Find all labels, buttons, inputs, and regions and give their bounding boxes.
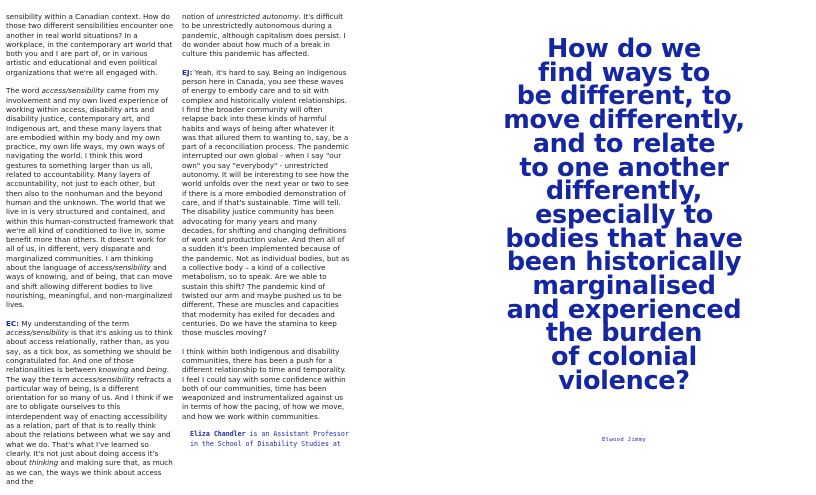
speaker-label: EJ: [182, 67, 193, 77]
quote-credit: Elwood Jimmy [601, 437, 646, 443]
pull-quote: How do we find ways to be different, to move differently, and to relate to one another differently, especially to bodies that have been historically marginalised and experienced the burden of colonial violence? [503, 34, 745, 396]
paragraph: I think within both Indigenous and disability communities, there has been a push for a different relationship to time and temporality. I feel I could say with some confidence within both of our communities, time has been weaponized and instrumentalized against us in terms of how the pacing, of how we move, and how we work within communities. [182, 346, 347, 421]
paragraph: EC: My understanding of the term access/sensibility is that it's asking us to think about access relationally, rather than, as you say, as a tick box, as something we should be congratulated for. And one of those relationalities is between knowing and being. The way the term access/sensibility refracts a particular way of being, is a different orientation for so many of us. And I think if we are to obligate ourselves to this interdependent way of enacting accessibility as a relation, part of that is to really think about the relations between what we say and what we do. That's what I've learned so clearly. It's not just about doing access it's about thinking and making sure that, as much as we can, the ways we think about access and the [6, 318, 173, 486]
right-text-column [182, 12, 350, 449]
paragraph: notion of unrestricted autonomy. It's difficult to be unrestrictedly autonomous during a pandemic, although capitalism does persist. I do wonder about how much of a break in culture this pandemic has affected. [182, 12, 346, 59]
paragraph: The word access/sensibility came from my involvement and my own lived experience of working within access, disability arts and disability justice, contemporary art, and Indigenous art, and these many layers that are embodied within my body and my own practice, my own life ways, my own ways of navigating the world. I think this word gestures to something larger than us all, related to accountability. Many layers of accountability, not just to each other, but then also to the nonhuman and the beyond human and the unknown. The world that we live in is very structured and contained, and within this human-constructed framework that we're all kind of conditioned to live in, some benefit more than others. It doesn't work for all of us, in different, very disparate and marginalized communities. I am thinking about the language of access/sensibility and ways of knowing, and of being, that can move and shift allowing different bodies to live nourishing, meaningful, and non-marginalized lives. [6, 86, 174, 310]
left-text-column [6, 12, 174, 495]
paragraph: sensibility within a Canadian context. How do those two different sensibilities encounter one another in real world situations? In a workplace, in the contemporary art world that both you and I are part of, or in various artistic and educational and even political organizations that we're all engaged with. [6, 12, 173, 77]
term-emphasis: access/sensibility [6, 328, 69, 338]
paragraph: EJ: Yeah, it's hard to say. Being an Indigenous person here in Canada, you see these waves of energy to embody care and to sit with complex and historically violent relationships. I find the broader community will often relapse back into these kinds of harmful habits and ways of being after whatever it was that allured them to wanting to, say, be a part of a reconciliation process. The pandemic interrupted our own global - when I say "our own" you say "everybody" - unrestricted autonomy. It will be interesting to see how the world unfolds over the next year or two to see if there is a more embodied demonstration of care, and if that's sustainable. Time will tell. The disability justice community has been advocating for many years and many decades, for shifting and changing definitions of work and production value. And then all of a sudden it's been implemented because of the pandemic. Not as individual bodies, but as a collective body – a kind of a collective metabolism, so to speak. Are we able to sustain this shift? The pandemic kind of twisted our arm and maybe pushed us to be different. These are muscles and capacities that modernity has exiled for decades and centuries. Do we have the stamina to keep those muscles moving? [182, 67, 350, 338]
bio-name: Eliza Chandler [190, 430, 246, 439]
term-emphasis: access/sensibility [41, 86, 105, 96]
author-bio: Eliza Chandler is an Assistant Professor in the School of Disability Studies at [190, 430, 349, 448]
term-emphasis: access/sensibility [71, 374, 135, 384]
term-emphasis: unrestricted autonomy [216, 12, 299, 21]
term-emphasis: access/sensibility [88, 263, 151, 273]
speaker-label: EC: [6, 318, 20, 328]
